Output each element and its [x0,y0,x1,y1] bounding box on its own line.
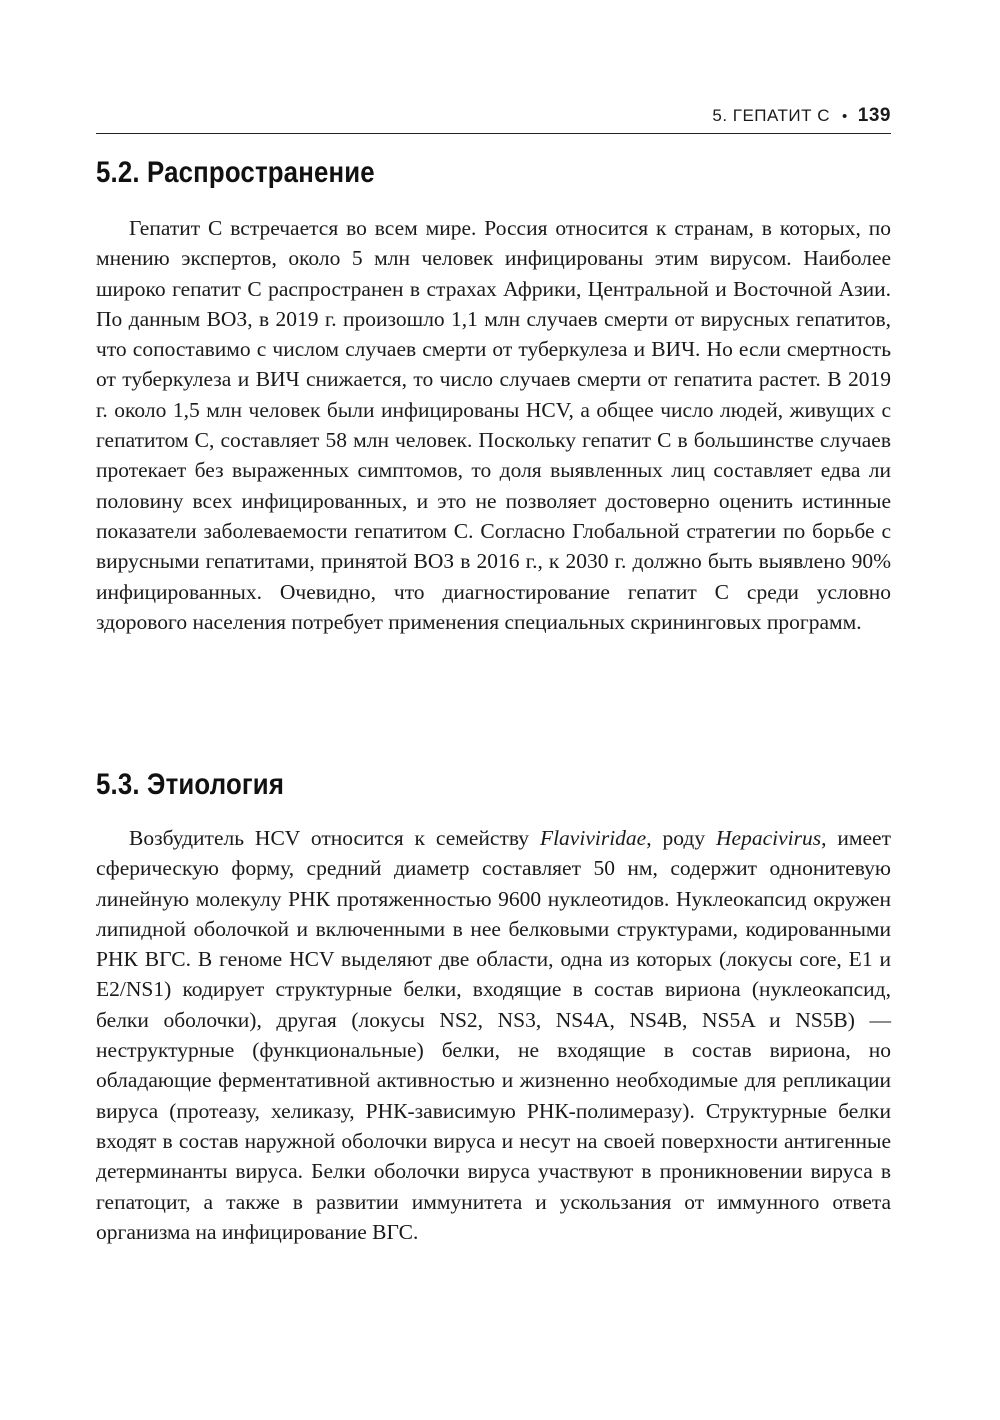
etiology-text-rest: , имеет сферическую форму, средний диаметр составляет 50 нм, содержит однонитевую линейную молекулу РНК протяженностью 9600 нуклеотидов. Нуклеокапсид окружен липидной оболочкой и включенными в нее белковыми структурами, кодированными РНК ВГС. В геноме HCV выделяют две области, одна из которых (локусы core, E1 и E2/NS1) кодирует структурные белки, входящие в состав вириона (нуклеокапсид, белки оболочки), другая (локусы NS2, NS3, NS4A, NS4B, NS5A и NS5B) — неструктурные (функциональные) белки, не входящие в состав вириона, но обладающие ферментативной активностью и жизненно необходимые для репликации вируса (протеазу, хеликазу, РНК-зависимую РНК-полимеразу). Структурные белки входят в состав наружной оболочки вируса и несут на своей поверхности антигенные детерминанты вируса. Белки оболочки вируса участвуют в проникновении вируса в гепатоцит, а также в развитии иммунитета и ускользания от иммунного ответа организма на инфицирование ВГС. [96,826,891,1244]
page-number: 139 [857,105,891,126]
header-rule [96,133,891,134]
etiology-text-mid: , роду [646,826,717,850]
running-header [96,100,891,132]
header-bullet: • [842,107,848,125]
running-title: 5. ГЕПАТИТ С [712,106,831,125]
family-name: Flaviviridae [539,826,647,850]
genus-name: Hepacivirus [716,826,822,850]
section-heading-etiology: 5.3. Этиология [96,768,285,801]
paragraph-distribution: Гепатит С встречается во всем мире. Россия относится к странам, в которых, по мнению экспертов, около 5 млн человек инфицированы этим вирусом. Наиболее широко гепатит С распространен в страхах Африки, Центральной и Восточной Азии. По данным ВОЗ, в 2019 г. произошло 1,1 млн случаев смерти от вирусных гепатитов, что сопоставимо с числом случаев смерти от туберкулеза и ВИЧ. Но если смертность от туберкулеза и ВИЧ снижается, то число случаев смерти от гепатита растет. В 2019 г. около 1,5 млн человек были инфицированы HCV, а общее число людей, живущих с гепатитом С, составляет 58 млн человек. Поскольку гепатит С в большинстве случаев протекает без выраженных симптомов, то доля выявленных лиц составляет едва ли половину всех инфицированных, и это не позволяет достоверно оценить истинные показатели заболеваемости гепатитом С. Согласно Глобальной стратегии по борьбе с вирусными гепатитами, принятой ВОЗ в 2016 г., к 2030 г. должно быть выявлено 90% инфицированных. Очевидно, что диагностирование гепатит С среди условно здорового населения потребует применения специальных скрининговых программ. [96,216,891,634]
section-heading-distribution: 5.2. Распространение [96,156,375,189]
paragraph-etiology [96,823,891,1247]
etiology-text-lead: Возбудитель HCV относится к семейству [129,826,540,850]
